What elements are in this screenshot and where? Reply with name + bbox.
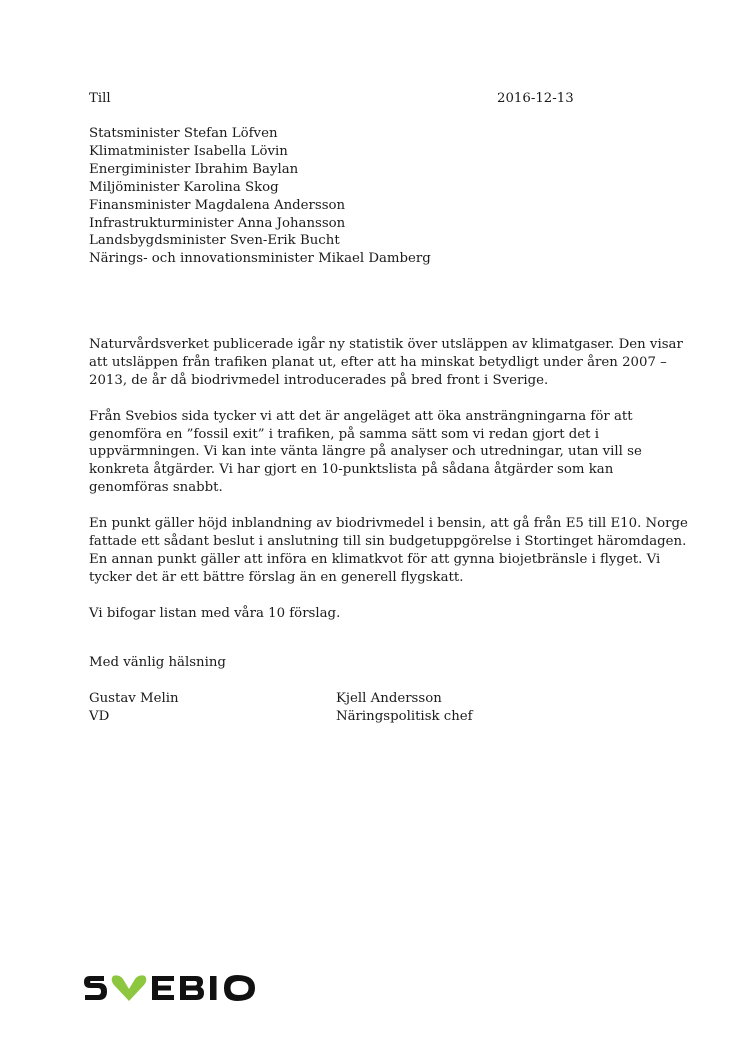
logo-letter-b bbox=[180, 976, 204, 1000]
recipient-line: Energiminister Ibrahim Baylan bbox=[89, 161, 299, 177]
recipient-line: Infrastrukturminister Anna Johansson bbox=[89, 215, 346, 231]
recipient-line: Miljöminister Karolina Skog bbox=[89, 179, 279, 195]
body-line: tycker det är ett bättre förslag än en generell flygskatt. bbox=[89, 569, 464, 585]
recipient-line: Landsbygdsminister Sven-Erik Bucht bbox=[89, 233, 340, 249]
signatory-title: VD bbox=[89, 708, 110, 724]
signatory-name: Kjell Andersson bbox=[336, 691, 442, 706]
body-line: uppvärmningen. Vi kan inte vänta längre på analyser och utredningar, utan vill se bbox=[89, 444, 642, 460]
svebio-logo-graphic bbox=[82, 972, 282, 1002]
signatory-name: Gustav Melin bbox=[89, 691, 179, 706]
body-line: Från Svebios sida tycker vi att det är angeläget att öka ansträngningarna för att bbox=[89, 408, 633, 424]
recipient-line: Statsminister Stefan Löfven bbox=[89, 126, 278, 141]
closing-salutation: Med vänlig hälsning bbox=[89, 655, 226, 670]
logo-letter-s bbox=[84, 976, 107, 1000]
letter-to-label: Till bbox=[89, 91, 111, 106]
body-line: Naturvårdsverket publicerade igår ny statistik över utsläppen av klimatgaser. Den visar bbox=[89, 337, 683, 352]
body-line: Vi bifogar listan med våra 10 förslag. bbox=[89, 605, 341, 621]
body-paragraph bbox=[89, 336, 683, 390]
letter-body bbox=[89, 336, 688, 640]
body-line: 2013, de år då biodrivmedel introducerades på bred front i Sverige. bbox=[89, 372, 549, 388]
logo-leaf-v bbox=[112, 975, 147, 1001]
body-line: genomföra en ”fossil exit” i trafiken, på samma sätt som vi redan gjort det i bbox=[89, 426, 600, 442]
signature-block-left bbox=[89, 690, 179, 726]
recipient-line: Närings- och innovationsminister Mikael Damberg bbox=[89, 251, 431, 267]
logo-letter-e bbox=[152, 976, 174, 1000]
body-paragraph bbox=[89, 515, 688, 587]
body-line: En punkt gäller höjd inblandning av biodrivmedel i bensin, att gå från E5 till E10. Norge bbox=[89, 516, 688, 532]
recipient-line: Finansminister Magdalena Andersson bbox=[89, 197, 346, 213]
signature-block-right bbox=[336, 690, 473, 726]
logo-letter-o bbox=[224, 975, 255, 1001]
signatory-title: Näringspolitisk chef bbox=[336, 708, 473, 724]
recipient-line: Klimatminister Isabella Lövin bbox=[89, 143, 288, 159]
recipient-list bbox=[89, 125, 689, 268]
body-paragraph bbox=[89, 605, 669, 623]
letter-date: 2016-12-13 bbox=[497, 91, 574, 106]
body-paragraph bbox=[89, 408, 669, 498]
body-line: En annan punkt gäller att införa en klimatkvot för att gynna biojetbränsle i flyget. Vi bbox=[89, 551, 661, 567]
body-line: fattade ett sådant beslut i anslutning till sin budgetuppgörelse i Stortinget häromdagen. bbox=[89, 533, 687, 549]
body-line: konkreta åtgärder. Vi har gjort en 10-punktslista på sådana åtgärder som kan bbox=[89, 462, 614, 478]
logo-letter-i bbox=[210, 976, 217, 1000]
body-line: att utsläppen från trafiken planat ut, efter att ha minskat betydligt under åren 2007 – bbox=[89, 354, 667, 370]
svebio-logo bbox=[82, 972, 282, 1002]
body-line: genomföras snabbt. bbox=[89, 480, 223, 496]
